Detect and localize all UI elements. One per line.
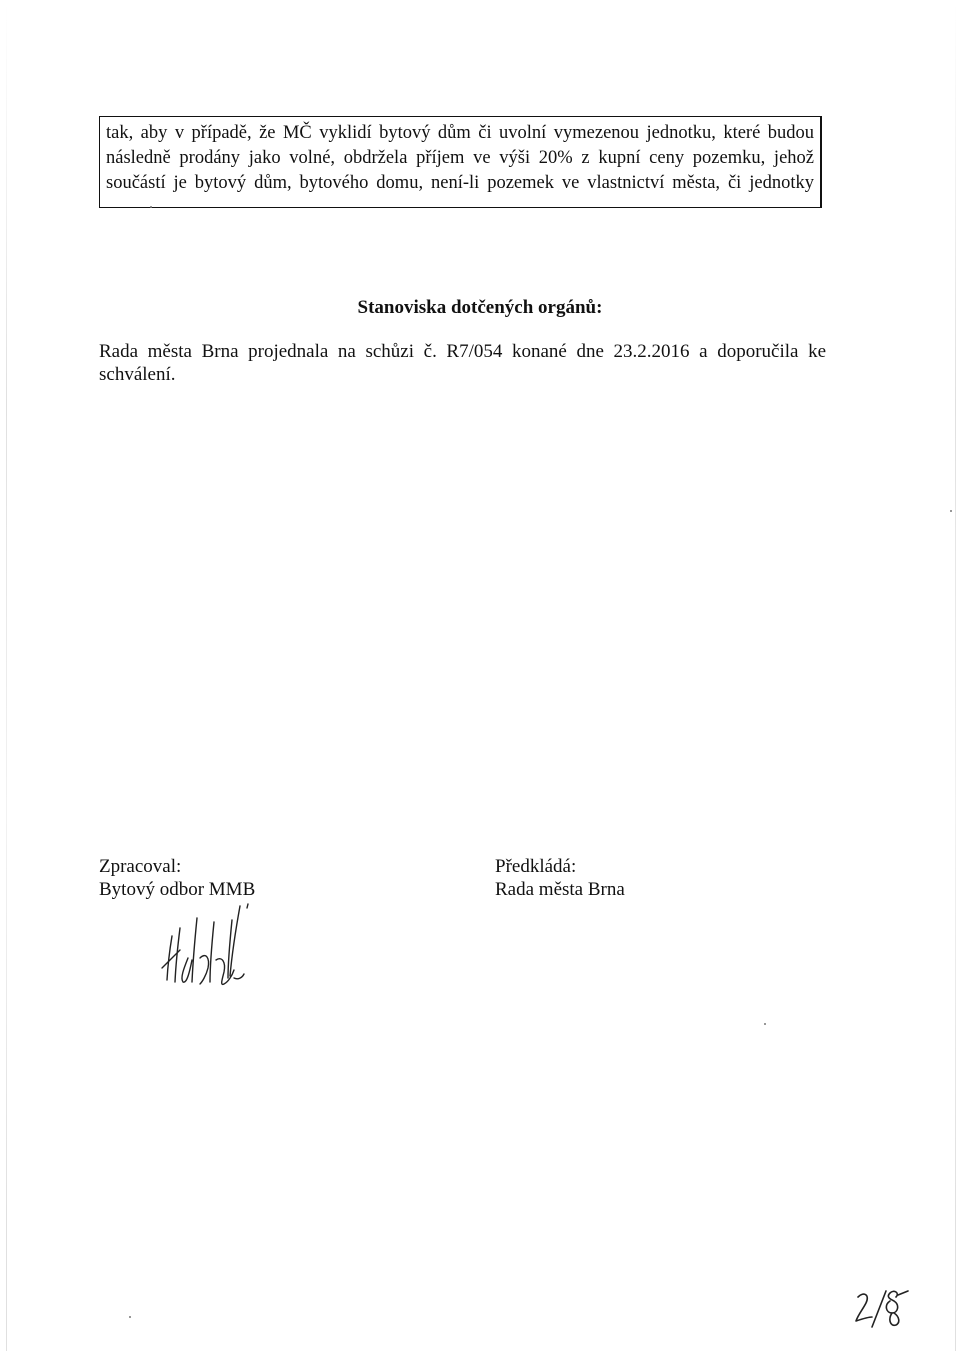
scan-speck: [950, 510, 952, 512]
prepared-by-block: [99, 855, 255, 901]
submitted-by: Rada města Brna: [495, 879, 625, 900]
handwritten-signature: [150, 898, 270, 988]
boxed-clause: [99, 116, 822, 208]
council-statement: [99, 340, 826, 386]
clause-line-3: součástí je bytový dům, bytového domu, není-li pozemek ve vlastnictví města, či jednotky: [106, 173, 814, 193]
prepared-label: Zpracoval:: [99, 856, 182, 877]
scan-speck: [129, 1316, 131, 1318]
submitted-by-block: [495, 855, 625, 901]
clause-line-1: tak, aby v případě, že MČ vyklidí bytový dům či uvolní vymezenou jednotku, které budou: [106, 123, 814, 143]
clause-line-2: následně prodány jako volné, obdržela příjem ve výši 20% z kupní ceny pozemku, jehož: [106, 148, 814, 168]
scan-speck: [150, 206, 152, 208]
scan-speck: [764, 1023, 766, 1025]
statement-line-2: schválení.: [99, 364, 176, 385]
scan-edge-right: [955, 0, 956, 1351]
prepared-by: Bytový odbor MMB: [99, 879, 256, 900]
submitted-label: Předkládá:: [495, 856, 577, 877]
statement-line-1: Rada města Brna projednala na schůzi č. R7/054 konané dne 23.2.2016 a doporučila ke: [99, 341, 826, 362]
scan-edge-left: [6, 0, 7, 1351]
page-number-mark: [850, 1283, 910, 1333]
section-heading: Stanoviska dotčených orgánů:: [357, 297, 603, 318]
